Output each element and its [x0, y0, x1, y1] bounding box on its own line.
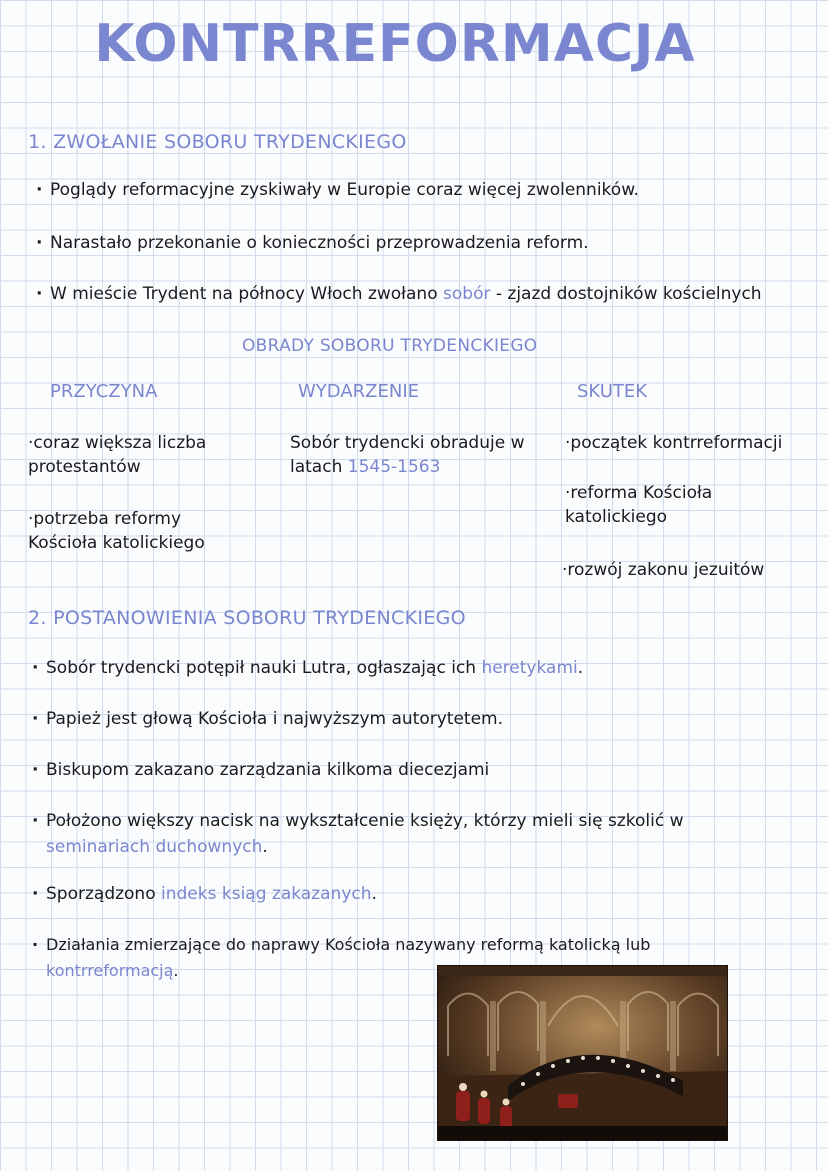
- highlight-term: seminariach duchownych: [46, 837, 263, 857]
- highlight-term: indeks ksiąg zakazanych: [161, 884, 372, 904]
- highlight-term: heretykami: [481, 658, 578, 678]
- effect-item: ·początek kontrreformacji: [565, 433, 783, 453]
- event-item: [290, 431, 545, 479]
- painting-image: [438, 966, 727, 1140]
- cause-text: potrzeba reformy Kościoła katolickiego: [28, 509, 205, 553]
- bullet-text: .: [262, 837, 268, 857]
- table-heading: OBRADY SOBORU TRYDENCKIEGO: [242, 336, 538, 356]
- effect-text: początek kontrreformacji: [570, 433, 783, 453]
- bullet-text: Narastało przekonanie o konieczności przeprowadzenia reform.: [50, 233, 589, 253]
- section-heading-2: 2. POSTANOWIENIA SOBORU TRYDENCKIEGO: [28, 607, 466, 629]
- bullet-item: [32, 808, 684, 860]
- bullet-item: [32, 655, 583, 681]
- bullet-dot: ·: [32, 658, 39, 678]
- bullet-dot: ·: [32, 935, 39, 954]
- cause-item: ·coraz większa liczba protestantów: [28, 433, 207, 477]
- council-of-trent-painting: [438, 966, 727, 1140]
- bullet-item: [32, 881, 377, 907]
- bullet-item: [36, 177, 639, 203]
- bullet-item: [36, 281, 762, 307]
- bullet-dot: ·: [36, 233, 43, 253]
- bullet-text: Sporządzono: [46, 884, 162, 904]
- cause-text: coraz większa liczba protestantów: [28, 433, 207, 477]
- bullet-dot: ·: [32, 884, 39, 904]
- highlight-term: kontrreformacją: [46, 961, 174, 980]
- event-text: Sobór trydencki obraduje w latach: [290, 433, 525, 477]
- bullet-dot: ·: [36, 180, 43, 200]
- bullet-text: Poglądy reformacyjne zyskiwały w Europie coraz więcej zwolenników.: [50, 180, 639, 200]
- highlight-term: sobór: [443, 284, 491, 304]
- bullet-text: W mieście Trydent na północy Włoch zwołano: [50, 284, 444, 304]
- bullet-text: .: [173, 961, 179, 980]
- bullet-text: Działania zmierzające do naprawy Kościoła nazywany reformą katolicką lub: [46, 935, 651, 954]
- page-title: KONTRREFORMACJA: [94, 14, 696, 74]
- effect-text: reforma Kościoła katolickiego: [565, 483, 713, 527]
- bullet-dot: ·: [32, 811, 39, 831]
- bullet-dot: ·: [36, 284, 43, 304]
- bullet-text: Papież jest głową Kościoła i najwyższym autorytetem.: [46, 709, 503, 729]
- event-years: 1545-1563: [347, 457, 441, 477]
- bullet-text: - zjazd dostojników kościelnych: [490, 284, 762, 304]
- effect-item: ·reforma Kościoła katolickiego: [565, 483, 713, 527]
- bullet-item: [32, 757, 489, 783]
- bullet-text: .: [371, 884, 377, 904]
- bullet-dot: ·: [32, 760, 39, 780]
- bullet-text: Sobór trydencki potępił nauki Lutra, ogłaszając ich: [46, 658, 482, 678]
- column-header-wydarzenie: WYDARZENIE: [298, 381, 420, 402]
- bullet-dot: ·: [32, 709, 39, 729]
- bullet-item: [36, 230, 589, 256]
- bullet-text: Położono większy nacisk na wykształcenie księży, którzy mieli się szkolić w: [46, 811, 684, 831]
- column-header-przyczyna: PRZYCZYNA: [50, 381, 158, 402]
- effect-text: rozwój zakonu jezuitów: [567, 560, 765, 580]
- column-header-skutek: SKUTEK: [577, 381, 648, 402]
- bullet-item: [32, 706, 503, 732]
- section-heading-1: 1. ZWOŁANIE SOBORU TRYDENCKIEGO: [28, 131, 407, 153]
- cause-item: ·potrzeba reformy Kościoła katolickiego: [28, 509, 205, 553]
- bullet-text: .: [577, 658, 584, 678]
- bullet-text: Biskupom zakazano zarządzania kilkoma diecezjami: [46, 760, 490, 780]
- effect-item: ·rozwój zakonu jezuitów: [562, 560, 765, 580]
